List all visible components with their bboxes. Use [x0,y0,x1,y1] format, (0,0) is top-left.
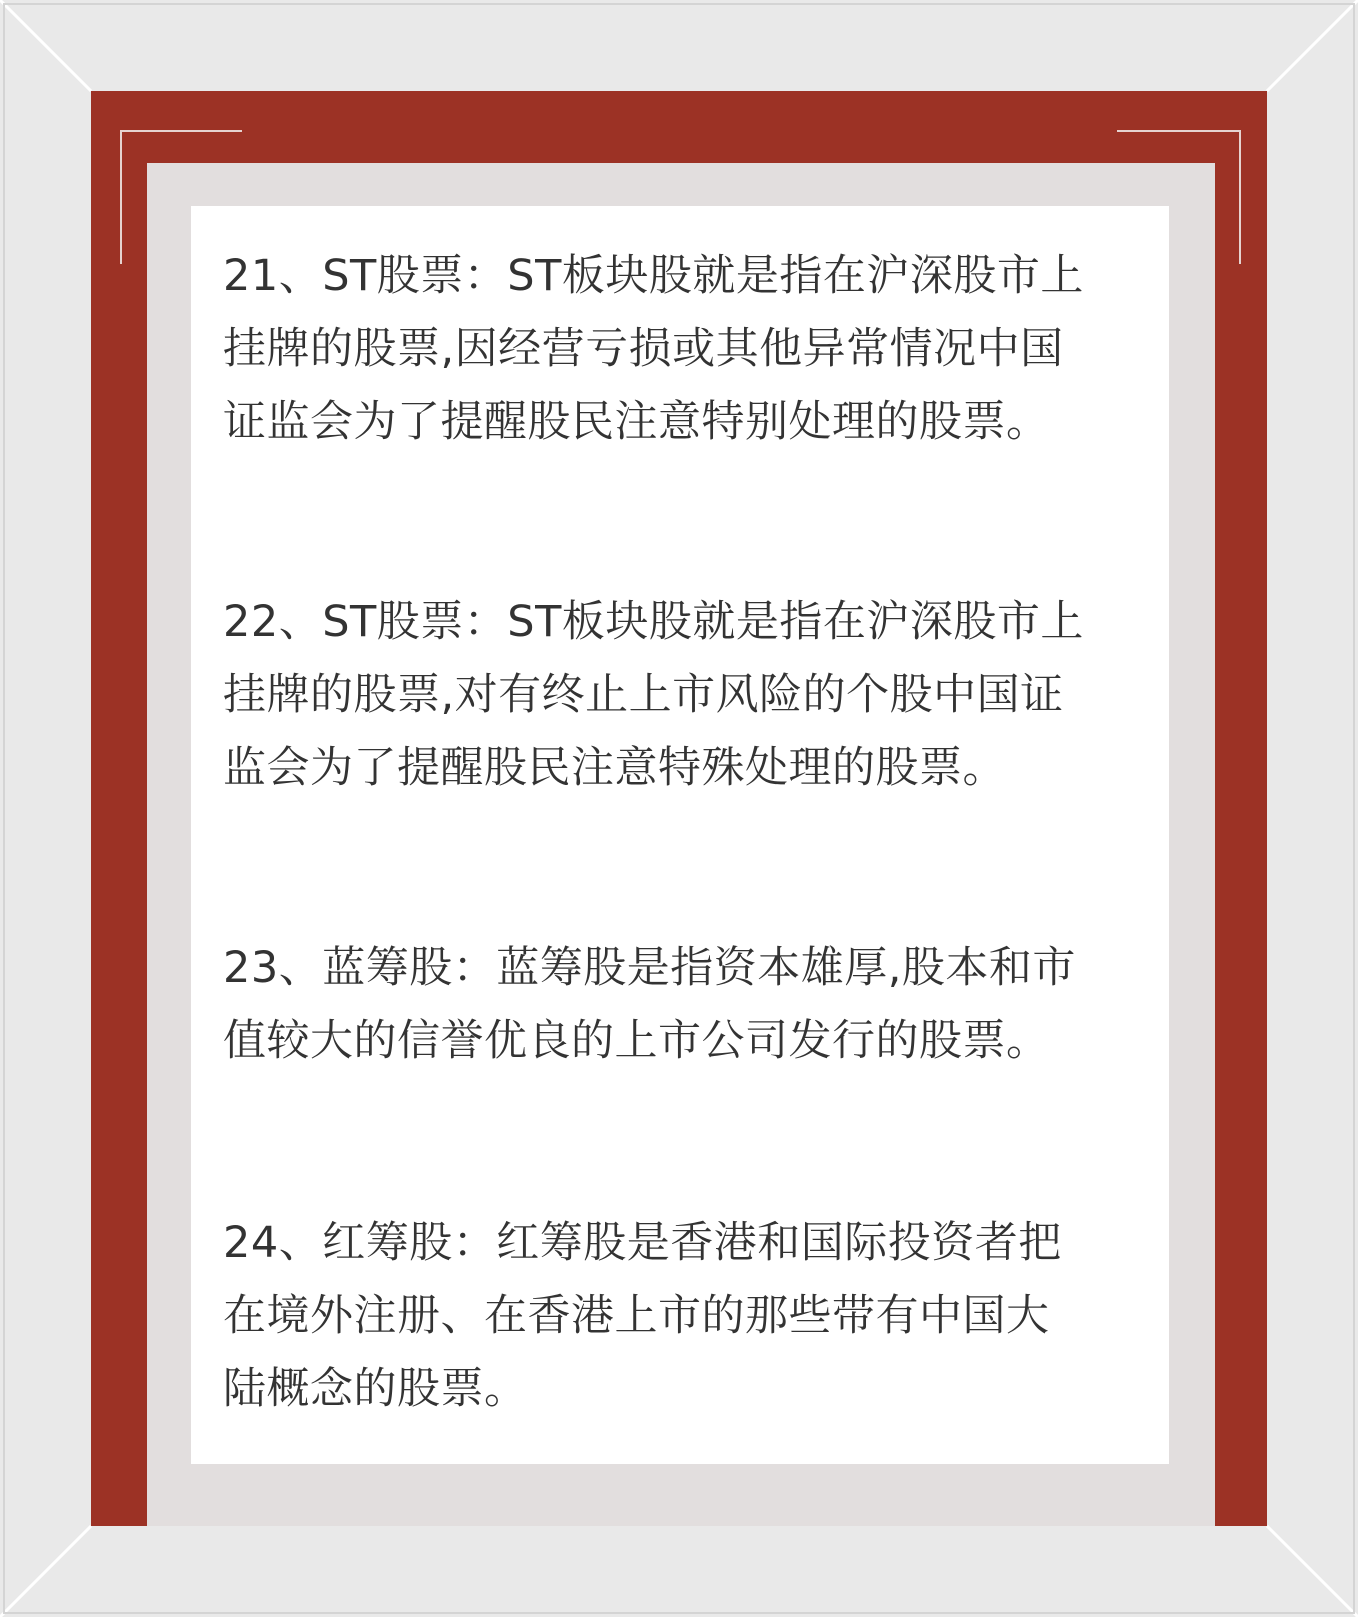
entry-line: 陆概念的股票。 [223,1364,528,1414]
corner-line-top-right-v [1239,130,1241,264]
entry-line: 24、红筹股：红筹股是香港和国际投资者把 [223,1218,1062,1268]
entry-24 [223,1207,1133,1426]
entry-line: 挂牌的股票,因经营亏损或其他异常情况中国 [223,324,1064,374]
corner-line-top-left-h [120,130,242,132]
entry-22 [223,586,1133,805]
entry-line: 值较大的信誉优良的上市公司发行的股票。 [223,1016,1050,1066]
entry-line: 挂牌的股票,对有终止上市风险的个股中国证 [223,670,1064,720]
entry-line: 23、蓝筹股：蓝筹股是指资本雄厚,股本和市 [223,943,1076,993]
entry-line: 监会为了提醒股民注意特殊处理的股票。 [223,743,1006,793]
entry-line: 21、ST股票：ST板块股就是指在沪深股市上 [223,251,1084,301]
entry-line: 在境外注册、在香港上市的那些带有中国大 [223,1291,1050,1341]
entry-21 [223,240,1133,459]
entry-line: 22、ST股票：ST板块股就是指在沪深股市上 [223,597,1084,647]
corner-line-top-left-v [120,130,122,264]
entry-line: 证监会为了提醒股民注意特别处理的股票。 [223,397,1050,447]
corner-line-top-right-h [1117,130,1239,132]
entry-23 [223,932,1133,1078]
